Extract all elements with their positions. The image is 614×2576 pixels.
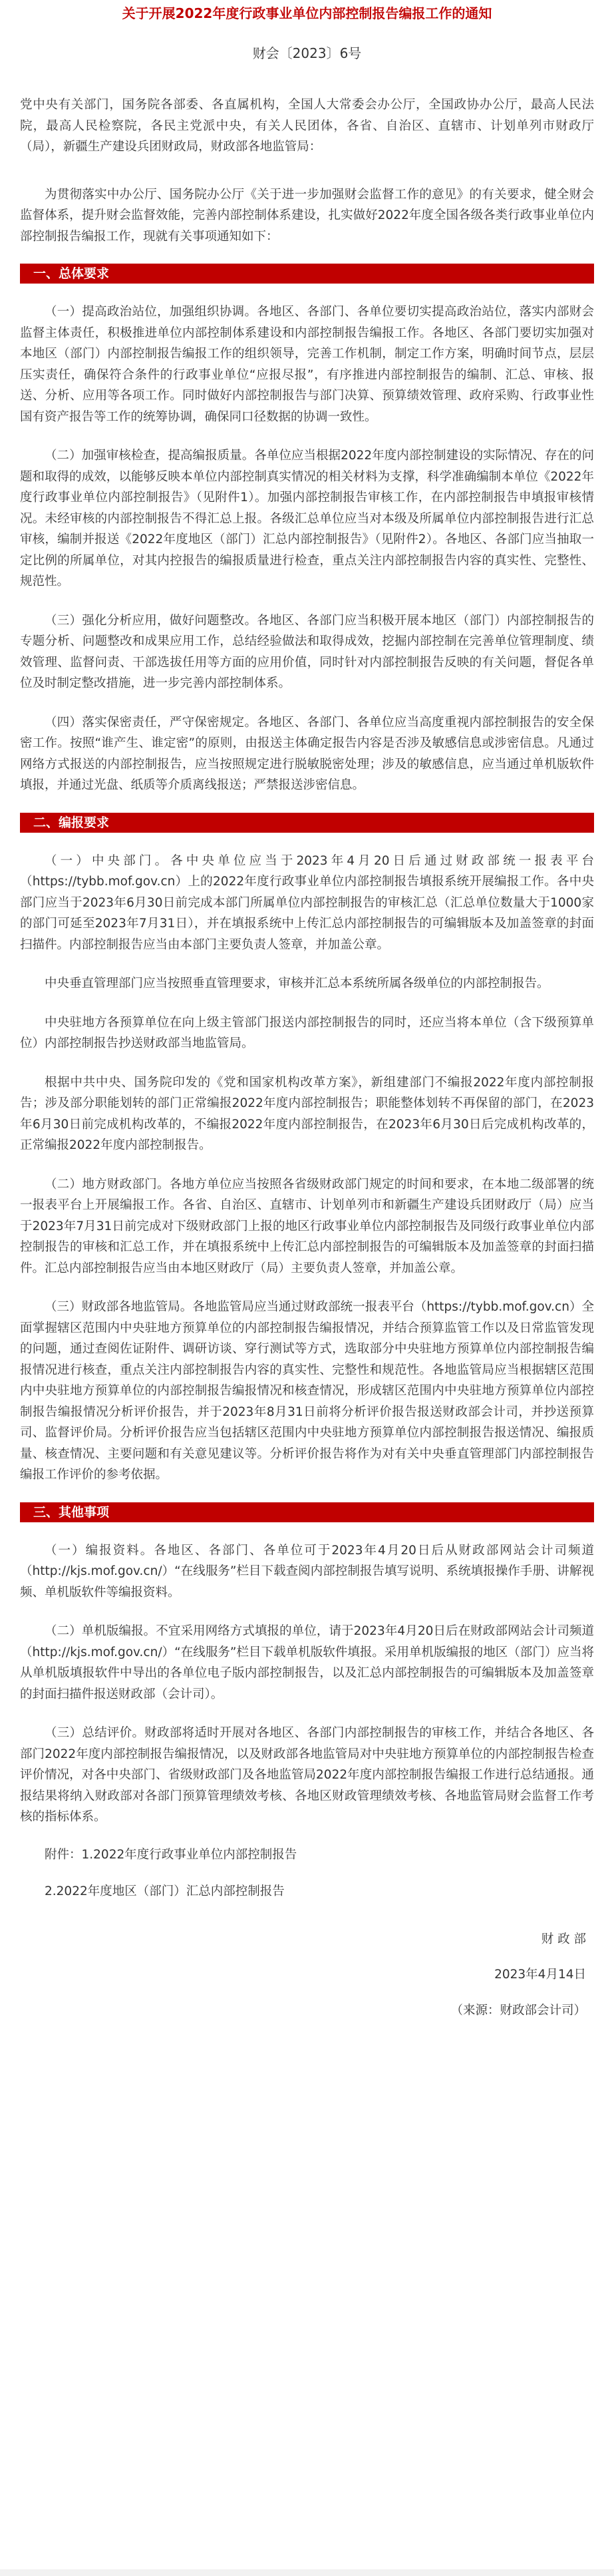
source-note: （来源：财政部会计司）: [450, 2003, 586, 2018]
signature: 财 政 部: [541, 1932, 586, 1946]
paragraph-1-4: （四）落实保密责任，严守保密规定。各地区、各部门、各单位应当高度重视内部控制报告的安全保密工作。按照“谁产生、谁定密”的原则，由报送主体确定报告内容是否涉及敏感信息或涉密信息。凡通过网络方式报送的内部控制报告，应当按照规定进行脱敏脱密处理；涉及的敏感信息，应当通过单机版软件填报，并通过光盘、纸质等介质离线报送；严禁报送涉密信息。: [20, 715, 594, 792]
attachment-1[interactable]: 附件：1.2022年度行政事业单位内部控制报告: [45, 1847, 297, 1862]
paragraph-2-3: 中央驻地方各预算单位在向上级主管部门报送内部控制报告的同时，还应当将本单位（含下级预算单位）内部控制报告抄送财政部当地监管局。: [20, 1015, 594, 1050]
bottom-divider: [0, 2569, 614, 2576]
paragraph-3-3: （三）总结评价。财政部将适时开展对各地区、各部门内部控制报告的审核工作，并结合各地区、各部门2022年度内部控制报告编报情况，以及财政部各地监管局对中央驻地方预算单位的内部控制报告检查评价情况，对各中央部门、省级财政部门及各地监管局2022年度内部控制报告编报工作进行总结通报。通报结果将纳入财政部对各部门预算管理绩效考核、各地区财政管理绩效考核、各地监管局财会监督工作考核的指标体系。: [20, 1726, 594, 1824]
document-number: 财会〔2023〕6号: [252, 45, 362, 61]
paragraph-2-5: （二）地方财政部门。各地方单位应当按照各省级财政部门规定的时间和要求，在本地二级部署的统一报表平台上开展编报工作。各省、自治区、直辖市、计划单列市和新疆生产建设兵团财政厅（局）应当于2023年7月31日前完成对下级财政部门上报的地区行政事业单位内部控制报告及同级行政事业单位内部控制报告的审核和汇总工作，并在填报系统中上传汇总内部控制报告的可编辑版本及加盖签章的封面扫描件。汇总内部控制报告应当由本地区财政厅（局）主要负责人签章，并加盖公章。: [20, 1177, 594, 1275]
addressee: 党中央有关部门，国务院各部委、各直属机构，全国人大常委会办公厅，全国政协办公厅，最高人民法院，最高人民检察院，各民主党派中央，有关人民团体，各省、自治区、直辖市、计划单列市财政厅（局），新疆生产建设兵团财政局，财政部各地监管局：: [20, 98, 594, 154]
attachment-2[interactable]: 2.2022年度地区（部门）汇总内部控制报告: [45, 1884, 285, 1898]
section-heading-other: 三、其他事项: [20, 1502, 594, 1522]
date: 2023年4月14日: [494, 1968, 586, 1982]
paragraph-2-2: 中央垂直管理部门应当按照垂直管理要求，审核并汇总本系统所属各级单位的内部控制报告。: [45, 976, 549, 990]
paragraph-2-4: 根据中共中央、国务院印发的《党和国家机构改革方案》，新组建部门不编报2022年度内部控制报告；涉及部分职能划转的部门正常编报2022年度内部控制报告；职能整体划转不再保留的部门，在2023年6月30日前完成机构改革的，不编报2022年度内部控制报告，在2023年6月30日后完成机构改革的，正常编报2022年度内部控制报告。: [20, 1075, 594, 1152]
section-heading-general: 一、总体要求: [20, 264, 594, 284]
paragraph-2-6: （三）财政部各地监管局。各地监管局应当通过财政部统一报表平台（https://tybb.mof.gov.cn）全面掌握辖区范围内中央驻地方预算单位的内部控制报告编报情况，并结合预算监管工作以及日常监管发现的问题，通过查阅佐证附件、调研访谈、穿行测试等方式，选取部分中央驻地方预算单位内部控制报告编报情况进行核查，重点关注内部控制报告内容的真实性、完整性和规范性。各地监管局应当根据辖区范围内中央驻地方预算单位的内部控制报告编报情况和核查情况，形成辖区范围内中央驻地方预算单位内部控制报告编报情况分析评价报告，并于2023年8月31日前将分析评价报告报送财政部会计司，并抄送预算司、监督评价局。分析评价报告应当包括辖区范围内中央驻地方预算单位内部控制报告报送情况、编报质量、核查情况、主要问题和有关意见建议等。分析评价报告将作为对有关中央垂直管理部门内部控制报告编报工作评价的参考依据。: [20, 1300, 594, 1482]
paragraph-1-2: （二）加强审核检查，提高编报质量。各单位应当根据2022年度内部控制建设的实际情况、存在的问题和取得的成效，以能够反映本单位内部控制真实情况的相关材料为支撑，科学准确编制本单位《2022年度行政事业单位内部控制报告》（见附件1）。加强内部控制报告审核工作，在内部控制报告申填报审核情况。未经审核的内部控制报告不得汇总上报。各级汇总单位应当对本级及所属单位内部控制报告进行汇总审核，编制并报送《2022年度地区（部门）汇总内部控制报告》（见附件2）。各地区、各部门应当抽取一定比例的所属单位，对其内控报告的编报质量进行检查，重点关注内部控制报告内容的真实性、完整性、规范性。: [20, 449, 594, 588]
paragraph-2-1: （一）中央部门。各中央单位应当于2023年4月20日后通过财政部统一报表平台（https://tybb.mof.gov.cn）上的2022年度行政事业单位内部控制报告填报系统开展编报工作。各中央部门应当于2023年6月30日前完成本部门所属单位内部控制报告的审核汇总（汇总单位数量大于1000家的部门可延至2023年7月31日），并在填报系统中上传汇总内部控制报告的可编辑版本及加盖签章的封面扫描件。内部控制报告应当由本部门主要负责人签章，并加盖公章。: [20, 853, 594, 952]
paragraph-1-3: （三）强化分析应用，做好问题整改。各地区、各部门应当积极开展本地区（部门）内部控制报告的专题分析、问题整改和成果应用工作，总结经验做法和取得成效，挖掘内部控制在完善单位管理制度、绩效管理、监督问责、干部选拔任用等方面的应用价值，同时针对内部控制报告反映的有关问题，督促各单位及时制定整改措施，进一步完善内部控制体系。: [20, 613, 594, 690]
intro-paragraph: 为贯彻落实中办公厅、国务院办公厅《关于进一步加强财会监督工作的意见》的有关要求，健全财会监督体系，提升财会监督效能，完善内部控制体系建设，扎实做好2022年度全国各级各类行政事业单位内部控制报告编报工作，现就有关事项通知如下：: [20, 187, 594, 244]
paragraph-3-1: （一）编报资料。各地区、各部门、各单位可于2023年4月20日后从财政部网站会计司频道（http://kjs.mof.gov.cn/）“在线服务”栏目下载查阅内部控制报告填写说明、系统填报操作手册、讲解视频、单机版软件等编报资料。: [20, 1543, 594, 1600]
section-heading-requirements: 二、编报要求: [20, 813, 594, 833]
paragraph-1-1: （一）提高政治站位，加强组织协调。各地区、各部门、各单位要切实提高政治站位，落实内部财会监督主体责任，积极推进单位内部控制体系建设和内部控制报告编报工作。各地区、各部门要切实加强对本地区（部门）内部控制报告编报工作的组织领导，完善工作机制，制定工作方案，明确时间节点，层层压实责任，确保符合条件的行政事业单位“应报尽报”，有序推进内部控制报告的编制、汇总、审核、报送、分析、应用等各项工作。同时做好内部控制报告与部门决算、预算绩效管理、政府采购、行政事业性国有资产报告等工作的统筹协调，确保同口径数据的协调一致性。: [20, 305, 594, 424]
paragraph-3-2: （二）单机版编报。不宜采用网络方式填报的单位，请于2023年4月20日后在财政部网站会计司频道（http://kjs.mof.gov.cn/）“在线服务”栏目下载单机版软件填报。采用单机版编报的地区（部门）应当将从单机版填报软件中导出的各单位电子版内部控制报告，以及汇总内部控制报告的可编辑版本及加盖签章的封面扫描件报送财政部（会计司）。: [20, 1624, 594, 1701]
document-title: 关于开展2022年度行政事业单位内部控制报告编报工作的通知: [122, 5, 492, 21]
